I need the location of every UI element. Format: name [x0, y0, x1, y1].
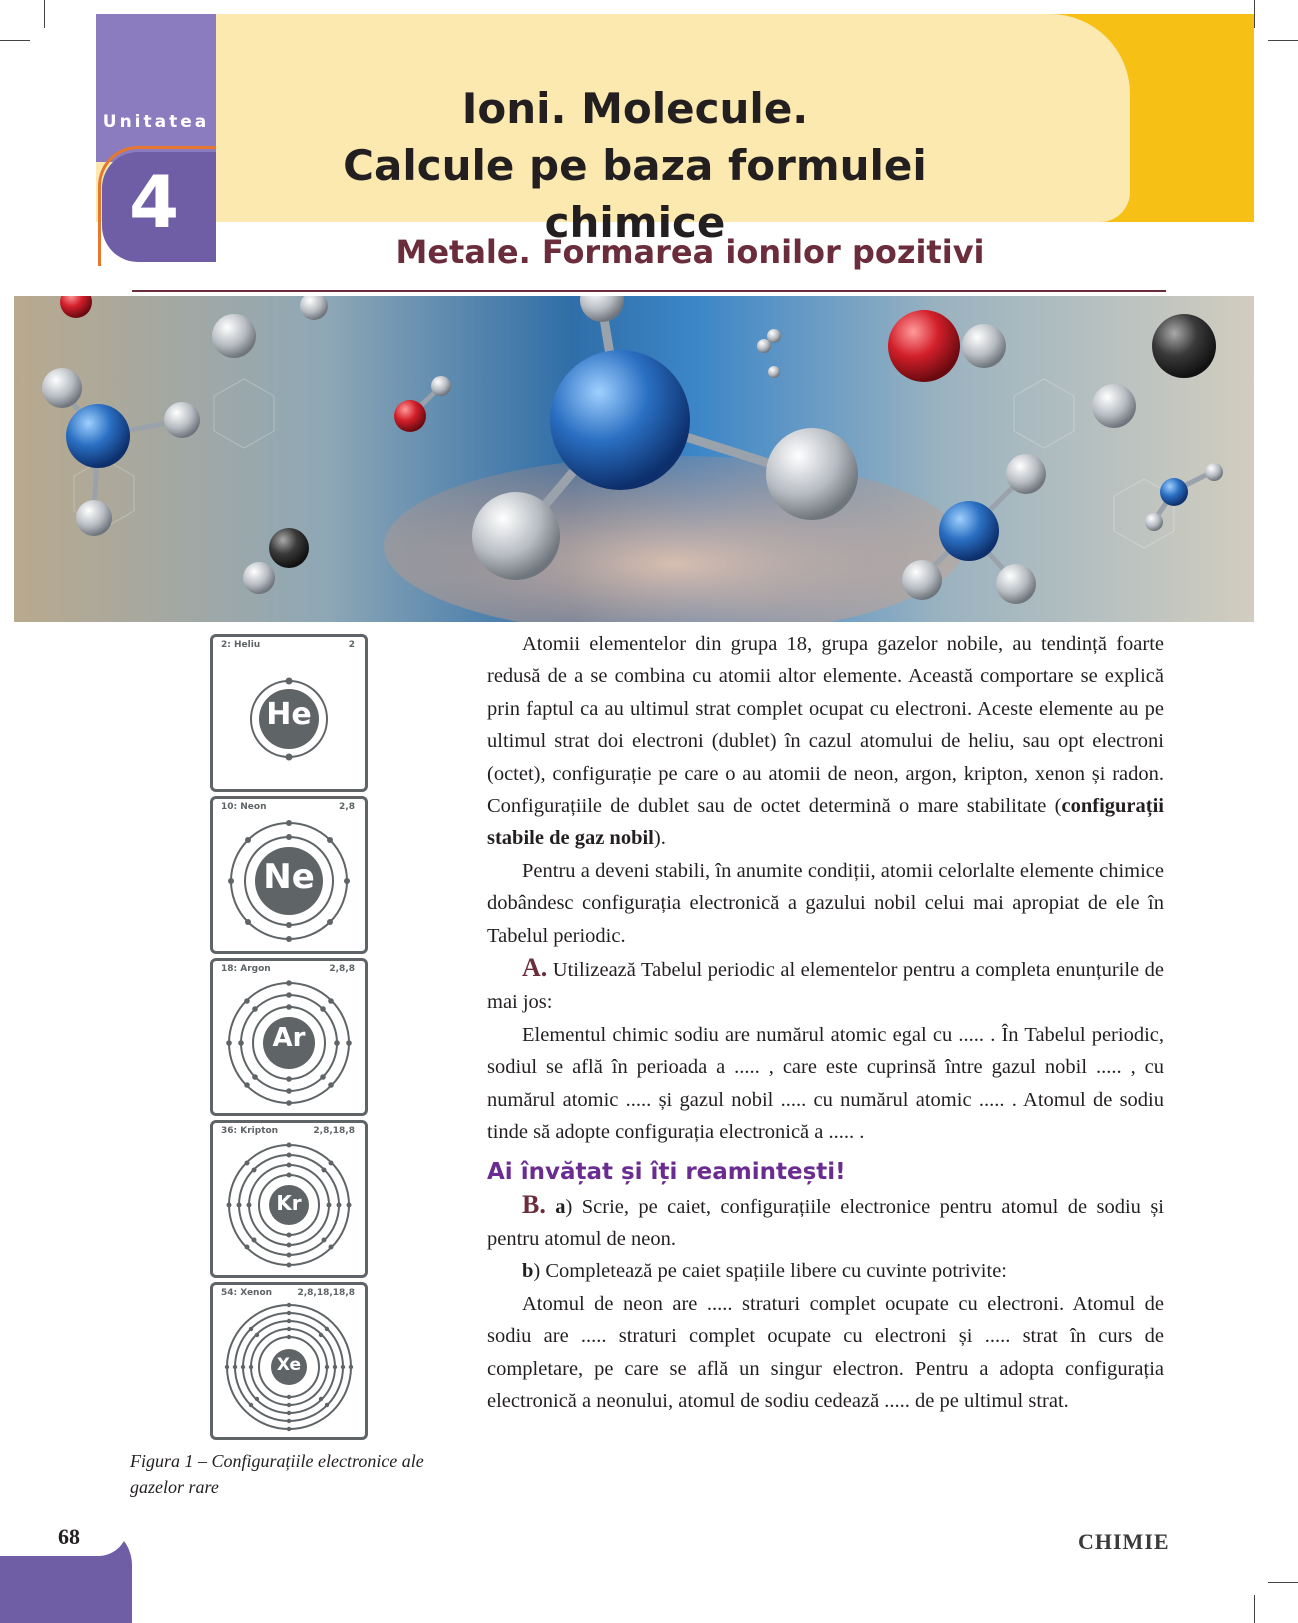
- exercise-b: [487, 1189, 1164, 1256]
- atomic-number-label: 36: Kripton: [221, 1126, 279, 1136]
- exercise-text: Utilizează Tabelul periodic al elementelor pentru a completa enunțurile de mai jos:: [487, 959, 1164, 1014]
- element-symbol: He: [266, 697, 312, 732]
- atom-card-kr: [210, 1120, 368, 1278]
- element-symbol: Kr: [276, 1191, 302, 1215]
- subitem-label: a: [555, 1195, 566, 1218]
- bold-term: configurații stabile de gaz nobil: [487, 795, 1164, 850]
- paragraph: Pentru a deveni stabili, în anumite condiții, atomii celorlalte elemente chimice dobândesc configurația electronică a gazului nobil celui mai apropiat de ele în Tabelul periodic.: [487, 859, 1164, 947]
- section-heading: Ai învățat și îți reamintești!: [487, 1158, 846, 1185]
- crop-mark: [44, 0, 45, 28]
- electron-config-label: 2,8,8: [329, 964, 355, 974]
- atom-card-ar: [210, 958, 368, 1116]
- atomic-number-label: 10: Neon: [221, 802, 267, 812]
- lesson-body: [487, 628, 1164, 1417]
- unit-badge: [96, 14, 216, 162]
- paragraph-text: ).: [653, 827, 666, 850]
- atom-card-he: [210, 634, 368, 792]
- electron-config-label: 2,8,18,18,8: [297, 1288, 355, 1298]
- page-title: [250, 80, 1020, 251]
- crop-mark: [1254, 0, 1255, 28]
- unit-number: 4: [128, 160, 180, 244]
- molecule-banner-image: [14, 296, 1254, 622]
- fill-in-text: Atomul de neon are ..... straturi complet ocupate cu electroni. Atomul de sodiu are ..... straturi complet ocupate cu electroni și ..... strat în curs de completare, pe care se află un singur electron. Pentru a adopta configurația electronică a neonului, atomul de sodiu cedează ..... de pe ultimul strat.: [487, 1292, 1164, 1412]
- exercise-b-b: [487, 1255, 1164, 1287]
- electron-config-label: 2: [348, 640, 355, 650]
- title-line-2: Calcule pe baza formulei chimice: [343, 141, 927, 247]
- title-rule: [132, 290, 1166, 292]
- crop-mark: [1268, 1582, 1298, 1583]
- atomic-number-label: 54: Xenon: [221, 1288, 273, 1298]
- element-symbol: Xe: [276, 1355, 302, 1375]
- crop-mark: [1254, 1595, 1255, 1623]
- electron-config-label: 2,8: [339, 802, 355, 812]
- crop-mark: [0, 40, 30, 41]
- subitem-label: b: [522, 1260, 534, 1283]
- exercise-text: ) Scrie, pe caiet, configurațiile electronice pentru atomul de sodiu și pentru atomul de neon.: [487, 1195, 1164, 1250]
- atom-card-ne: [210, 796, 368, 954]
- paragraph-text: Atomii elementelor din grupa 18, grupa gazelor nobile, au tendință foarte redusă de a se combina cu atomii altor elemente. Această comportare se explică prin faptul ca au ultimul strat complet ocupat cu electroni. Aceste elemente au pe ultimul strat doi electroni (dublet) în cazul atomului de heliu, sau opt electroni (octet), configurație pe care o au atomii de neon, argon, kripton, xenon și radon. Configurațiile de dublet sau de octet determină o mare stabilitate (: [487, 633, 1164, 818]
- title-line-1: Ioni. Molecule.: [461, 84, 809, 133]
- atom-card-xe: [210, 1282, 368, 1440]
- element-symbol: Ar: [272, 1023, 306, 1053]
- subject-label: CHIMIE: [1078, 1529, 1170, 1554]
- molecule-illustration: [14, 296, 1254, 622]
- exercise-letter: A.: [522, 953, 548, 983]
- exercise-letter: B.: [522, 1189, 546, 1219]
- crop-mark: [1268, 40, 1298, 41]
- atomic-number-label: 18: Argon: [221, 964, 271, 974]
- paragraph: [487, 628, 1164, 855]
- page-number: 68: [58, 1524, 80, 1549]
- fill-in-text: Elementul chimic sodiu are numărul atomic egal cu ..... . În Tabelul periodic, sodiul se află în perioada a ..... , care este cuprinsă între gazul nobil ..... , cu numărul atomic ..... și gazul nobil ..... cu numărul atomic ..... . Atomul de sodiu tinde să adopte configurația electronică a ..... .: [487, 1023, 1164, 1144]
- atomic-number-label: 2: Heliu: [221, 640, 261, 650]
- exercise-text: ) Completează pe caiet spațiile libere cu cuvinte potrivite:: [533, 1260, 1007, 1283]
- element-symbol: Ne: [263, 857, 315, 897]
- unit-label: Unitatea: [102, 112, 210, 132]
- lesson-title: Metale. Formarea ionilor pozitivi: [395, 233, 985, 271]
- exercise-a: [487, 952, 1164, 1019]
- figure-caption: Figura 1 – Configurațiile electronice ale gazelor rare: [130, 1451, 424, 1497]
- electron-config-label: 2,8,18,8: [313, 1126, 355, 1136]
